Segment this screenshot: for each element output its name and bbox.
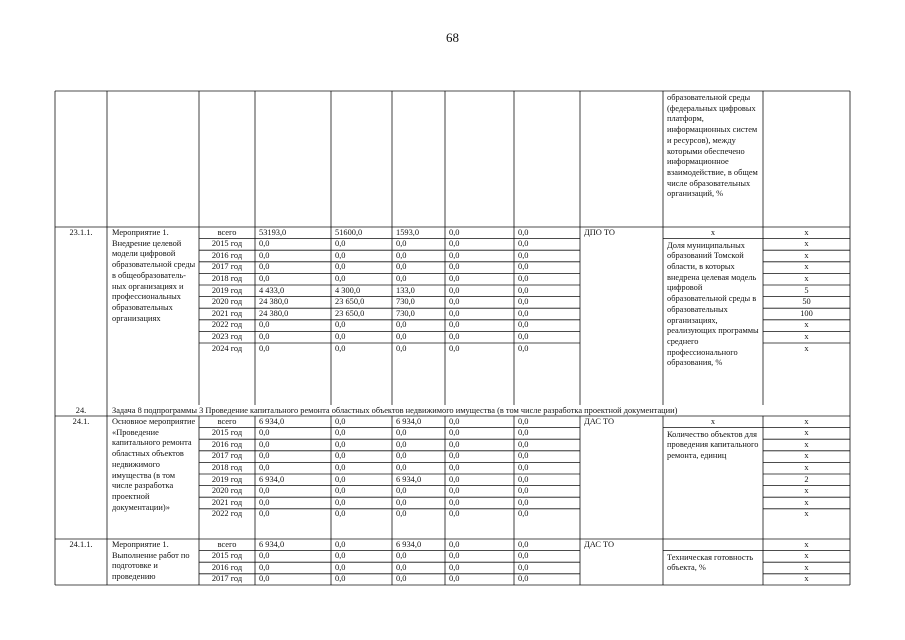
amount-cell: 0,0 <box>449 462 460 472</box>
amount-cell: 0,0 <box>259 331 270 341</box>
amount-cell: 0,0 <box>449 474 460 484</box>
target-value: x <box>804 428 809 438</box>
amount-cell: 0,0 <box>449 227 460 237</box>
target-value: x <box>804 331 809 341</box>
amount-cell: 0,0 <box>449 262 460 272</box>
indicator-cell: Количество объектов для проведения капитального ремонта, единиц <box>667 429 759 460</box>
target-value: x <box>804 451 809 461</box>
amount-cell: 0,0 <box>259 428 270 438</box>
target-value: 2 <box>804 474 809 484</box>
amount-cell: 0,0 <box>335 474 346 484</box>
amount-cell: 0,0 <box>449 551 460 561</box>
amount-cell: 0,0 <box>449 486 460 496</box>
year-label: 2017 год <box>211 262 243 272</box>
amount-cell: 0,0 <box>396 562 407 572</box>
amount-cell: 0,0 <box>518 551 529 561</box>
year-label: 2015 год <box>211 428 243 438</box>
year-label: 2020 год <box>211 486 243 496</box>
measure-name: Мероприятие 1. Выполнение работ по подготовке и проведению <box>112 540 190 582</box>
amount-cell: 24 380,0 <box>259 297 289 307</box>
amount-cell: 6 934,0 <box>259 539 285 549</box>
target-value: x <box>804 562 809 572</box>
amount-cell: 24 380,0 <box>259 308 289 318</box>
year-label: 2021 год <box>211 308 243 318</box>
year-label: 2018 год <box>211 462 243 472</box>
amount-cell: 0,0 <box>396 331 407 341</box>
measure-name: Мероприятие 1. Внедрение целевой модели цифровой образовательной среды в общеобразователь-ных организациях и профессиональных образовательных организациях <box>112 228 196 323</box>
amount-cell: 6 934,0 <box>396 539 422 549</box>
target-value: x <box>804 227 809 237</box>
amount-cell: 0,0 <box>335 239 346 249</box>
amount-cell: 0,0 <box>259 574 270 584</box>
page-number: 68 <box>446 30 459 45</box>
target-value: x <box>804 262 809 272</box>
year-label: 2024 год <box>211 343 243 353</box>
amount-cell: 0,0 <box>396 439 407 449</box>
year-label: всего <box>217 227 237 237</box>
amount-cell: 0,0 <box>518 308 529 318</box>
amount-cell: 0,0 <box>335 250 346 260</box>
year-label: 2017 год <box>211 451 243 461</box>
amount-cell: 0,0 <box>449 428 460 438</box>
amount-cell: 0,0 <box>518 227 529 237</box>
executor-cell: ДАС ТО <box>584 539 615 549</box>
amount-cell: 0,0 <box>449 297 460 307</box>
amount-cell: 0,0 <box>396 273 407 283</box>
amount-cell: 0,0 <box>518 331 529 341</box>
amount-cell: 0,0 <box>518 250 529 260</box>
amount-cell: 0,0 <box>259 320 270 330</box>
year-label: 2019 год <box>211 474 243 484</box>
amount-cell: 4 433,0 <box>259 285 285 295</box>
amount-cell: 0,0 <box>259 273 270 283</box>
executor-cell: ДАС ТО <box>584 416 615 426</box>
year-label: 2015 год <box>211 239 243 249</box>
amount-cell: 0,0 <box>449 331 460 341</box>
year-label: 2018 год <box>211 273 243 283</box>
year-label: 2016 год <box>211 250 243 260</box>
amount-cell: 0,0 <box>259 439 270 449</box>
indicator-cell: образовательной среды (федеральных цифровых платформ, информационных систем и ресурсов), между которыми обеспечено информационное взаимодействие, в общем числе образовательных организаций, % <box>667 93 758 199</box>
year-label: 2021 год <box>211 497 243 507</box>
amount-cell: 0,0 <box>396 320 407 330</box>
target-value: x <box>804 439 809 449</box>
target-value: x <box>804 343 809 353</box>
amount-cell: 0,0 <box>449 250 460 260</box>
amount-cell: 0,0 <box>335 451 346 461</box>
amount-cell: 0,0 <box>335 273 346 283</box>
amount-cell: 0,0 <box>259 551 270 561</box>
amount-cell: 0,0 <box>396 262 407 272</box>
amount-cell: 0,0 <box>396 551 407 561</box>
amount-cell: 0,0 <box>335 562 346 572</box>
amount-cell: 0,0 <box>335 509 346 519</box>
amount-cell: 0,0 <box>449 574 460 584</box>
amount-cell: 0,0 <box>518 509 529 519</box>
amount-cell: 0,0 <box>259 250 270 260</box>
amount-cell: 0,0 <box>449 239 460 249</box>
amount-cell: 730,0 <box>396 308 415 318</box>
amount-cell: 6 934,0 <box>259 474 285 484</box>
amount-cell: 0,0 <box>259 239 270 249</box>
target-value: 100 <box>800 308 813 318</box>
target-value: x <box>804 416 809 426</box>
amount-cell: 0,0 <box>396 239 407 249</box>
amount-cell: 6 934,0 <box>259 416 285 426</box>
year-label: всего <box>217 539 237 549</box>
amount-cell: 1593,0 <box>396 227 420 237</box>
amount-cell: 0,0 <box>335 320 346 330</box>
amount-cell: 0,0 <box>449 451 460 461</box>
amount-cell: 0,0 <box>396 462 407 472</box>
amount-cell: 0,0 <box>518 439 529 449</box>
amount-cell: 0,0 <box>335 428 346 438</box>
amount-cell: 0,0 <box>449 497 460 507</box>
target-value: x <box>804 574 809 584</box>
year-label: 2019 год <box>211 285 243 295</box>
amount-cell: 0,0 <box>335 331 346 341</box>
amount-cell: 0,0 <box>396 509 407 519</box>
amount-cell: 0,0 <box>259 509 270 519</box>
amount-cell: 53193,0 <box>259 227 287 237</box>
amount-cell: 0,0 <box>335 343 346 353</box>
amount-cell: 0,0 <box>335 539 346 549</box>
amount-cell: 0,0 <box>449 273 460 283</box>
task-heading: Задача 8 подпрограммы 3 Проведение капитального ремонта областных объектов недвижимого имущества (в том числе разработка проектной документации) <box>112 405 678 415</box>
amount-cell: 0,0 <box>449 320 460 330</box>
indicator-cell: Техническая готовность объекта, % <box>667 552 754 573</box>
executor-cell: ДПО ТО <box>584 227 615 237</box>
amount-cell: 6 934,0 <box>396 416 422 426</box>
amount-cell: 0,0 <box>518 474 529 484</box>
amount-cell: 0,0 <box>518 239 529 249</box>
target-value: x <box>804 462 809 472</box>
target-value: x <box>804 497 809 507</box>
amount-cell: 0,0 <box>259 451 270 461</box>
target-value: 50 <box>802 297 811 307</box>
year-label: 2016 год <box>211 439 243 449</box>
year-label: 2023 год <box>211 331 243 341</box>
amount-cell: 0,0 <box>449 439 460 449</box>
amount-cell: 730,0 <box>396 297 415 307</box>
amount-cell: 0,0 <box>518 462 529 472</box>
total-mark: x <box>710 416 716 426</box>
row-code: 23.1.1. <box>69 228 93 237</box>
amount-cell: 0,0 <box>259 462 270 472</box>
amount-cell: 0,0 <box>259 562 270 572</box>
amount-cell: 0,0 <box>518 574 529 584</box>
year-label: всего <box>217 416 237 426</box>
amount-cell: 0,0 <box>518 297 529 307</box>
target-value: x <box>804 486 809 496</box>
amount-cell: 0,0 <box>396 497 407 507</box>
amount-cell: 0,0 <box>396 451 407 461</box>
year-label: 2016 год <box>211 562 243 572</box>
target-value: x <box>804 509 809 519</box>
target-value: x <box>804 551 809 561</box>
amount-cell: 51600,0 <box>335 227 363 237</box>
row-code: 24. <box>75 405 87 415</box>
year-label: 2015 год <box>211 551 243 561</box>
amount-cell: 0,0 <box>449 308 460 318</box>
amount-cell: 0,0 <box>259 262 270 272</box>
amount-cell: 0,0 <box>335 439 346 449</box>
amount-cell: 0,0 <box>335 486 346 496</box>
indicator-cell: Доля муниципальных образований Томской области, в которых внедрена целевая модель цифровой образовательной среды в образовательных организациях, реализующих программы среднего профессионального образования, % <box>667 240 759 368</box>
amount-cell: 133,0 <box>396 285 415 295</box>
amount-cell: 0,0 <box>518 320 529 330</box>
amount-cell: 0,0 <box>449 509 460 519</box>
amount-cell: 0,0 <box>518 416 529 426</box>
amount-cell: 0,0 <box>449 343 460 353</box>
year-label: 2022 год <box>211 320 243 330</box>
amount-cell: 0,0 <box>396 343 407 353</box>
amount-cell: 0,0 <box>518 486 529 496</box>
amount-cell: 0,0 <box>518 562 529 572</box>
total-mark: x <box>710 227 716 237</box>
row-code: 24.1. <box>72 417 90 426</box>
target-value: 5 <box>804 285 809 295</box>
target-value: x <box>804 273 809 283</box>
amount-cell: 0,0 <box>335 551 346 561</box>
amount-cell: 0,0 <box>396 574 407 584</box>
target-value: x <box>804 250 809 260</box>
measure-name: Основное мероприятие «Проведение капитального ремонта областных объектов недвижимого имущества (в том числе разработка проектной документации)» <box>112 417 196 512</box>
amount-cell: 4 300,0 <box>335 285 361 295</box>
year-label: 2022 год <box>211 509 243 519</box>
amount-cell: 0,0 <box>518 343 529 353</box>
amount-cell: 0,0 <box>518 539 529 549</box>
amount-cell: 0,0 <box>518 273 529 283</box>
amount-cell: 6 934,0 <box>396 474 422 484</box>
amount-cell: 23 650,0 <box>335 297 365 307</box>
amount-cell: 23 650,0 <box>335 308 365 318</box>
amount-cell: 0,0 <box>518 428 529 438</box>
amount-cell: 0,0 <box>518 285 529 295</box>
amount-cell: 0,0 <box>449 285 460 295</box>
amount-cell: 0,0 <box>259 343 270 353</box>
amount-cell: 0,0 <box>518 262 529 272</box>
target-value: x <box>804 320 809 330</box>
target-value: x <box>804 239 809 249</box>
year-label: 2020 год <box>211 297 243 307</box>
amount-cell: 0,0 <box>335 416 346 426</box>
amount-cell: 0,0 <box>396 250 407 260</box>
row-code: 24.1.1. <box>69 540 93 549</box>
amount-cell: 0,0 <box>335 262 346 272</box>
amount-cell: 0,0 <box>396 486 407 496</box>
amount-cell: 0,0 <box>335 574 346 584</box>
amount-cell: 0,0 <box>449 562 460 572</box>
target-value: x <box>804 539 809 549</box>
amount-cell: 0,0 <box>396 428 407 438</box>
amount-cell: 0,0 <box>518 497 529 507</box>
amount-cell: 0,0 <box>449 416 460 426</box>
amount-cell: 0,0 <box>335 497 346 507</box>
year-label: 2017 год <box>211 574 243 584</box>
amount-cell: 0,0 <box>259 486 270 496</box>
amount-cell: 0,0 <box>259 497 270 507</box>
amount-cell: 0,0 <box>518 451 529 461</box>
amount-cell: 0,0 <box>449 539 460 549</box>
amount-cell: 0,0 <box>335 462 346 472</box>
